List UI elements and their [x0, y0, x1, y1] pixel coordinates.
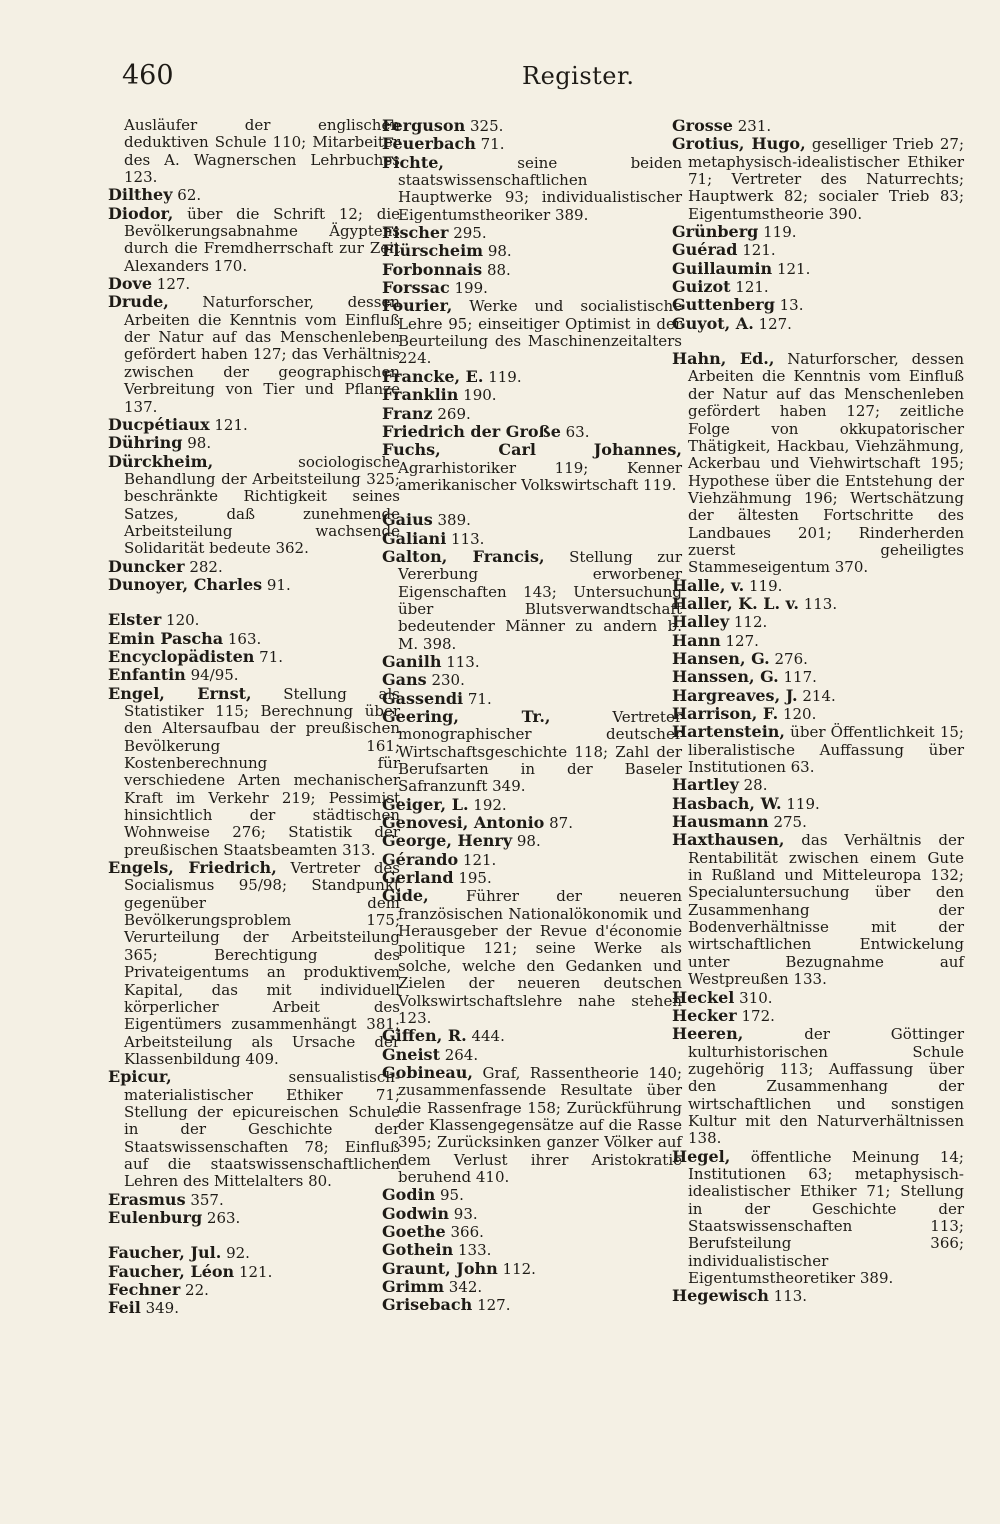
entry-text: 121.: [737, 241, 776, 260]
letter-section-gap: [108, 1227, 400, 1244]
entry-headword: Fischer: [382, 223, 449, 243]
entry-text: 214.: [797, 686, 836, 705]
letter-section-gap: [382, 494, 682, 511]
entry-headword: Francke, E.: [382, 366, 484, 386]
index-column-2: [382, 117, 682, 1315]
index-entry: [108, 685, 400, 859]
index-entry: [382, 386, 682, 404]
entry-text: über die Schrift 12; die Bevölkerungsabnahme Ägyptens durch die Fremdherrschaft zur Zeit Alexanders 170.: [124, 204, 400, 275]
entry-headword: Hargreaves, J.: [672, 685, 798, 705]
index-entry: [108, 1281, 400, 1299]
entry-headword: Elster: [108, 610, 162, 630]
index-entry: [672, 650, 964, 668]
index-entry: [108, 1191, 400, 1209]
entry-headword: Faucher, Léon: [108, 1261, 235, 1281]
index-entry: [382, 279, 682, 297]
entry-text: Stellung als Statistiker 115; Berechnung über den Altersaufbau der preußischen Bevölkerung 161; Kostenberechnung für verschiedene Arten mechanischer Kraft im Verkehr 219; Pessimist hinsichtlich der städtischen Wohnweise 276; Statistik der preußischen Staatsbeamten 313.: [124, 684, 400, 859]
entry-text: geselliger Trieb 27; metaphysisch-idealistischer Ethiker 71; Vertreter des Naturrechts; Hauptwerk 82; socialer Trieb 83; Eigentumstheorie 390.: [688, 135, 964, 223]
entry-text: 195.: [453, 869, 492, 888]
index-entry: [672, 723, 964, 776]
entry-text: 366.: [445, 1222, 484, 1241]
entry-headword: Galton, Francis,: [382, 546, 545, 566]
entry-text: 121.: [234, 1262, 273, 1281]
entry-headword: Dove: [108, 274, 153, 294]
entry-text: 71.: [475, 135, 505, 154]
index-entry: [672, 776, 964, 794]
entry-text: 119.: [483, 367, 522, 386]
entry-headword: Faucher, Jul.: [108, 1243, 222, 1263]
index-entry-continuation: [108, 117, 400, 186]
entry-headword: Hann: [672, 630, 721, 650]
entry-text: 98.: [483, 242, 512, 261]
index-entry: [672, 135, 964, 223]
entry-text: Naturforscher, dessen Arbeiten die Kenntnis vom Einfluß der Natur auf das Menschenleben gefördert haben 127; das Verhältnis zwischen der geographischen Verbreitung von Tier und Pflanze 137.: [124, 293, 400, 416]
index-entry: [672, 117, 964, 135]
index-entry: [382, 261, 682, 279]
entry-headword: Gide,: [382, 886, 429, 906]
index-entry: [672, 223, 964, 241]
letter-section-gap: [108, 594, 400, 611]
entry-headword: Grimm: [382, 1277, 445, 1296]
entry-text: 389.: [432, 511, 471, 530]
index-entry: [382, 1205, 682, 1223]
entry-headword: Hartley: [672, 775, 739, 795]
index-entry: [672, 613, 964, 631]
entry-headword: Forssac: [382, 278, 450, 298]
entry-text: 13.: [774, 296, 804, 315]
entry-text: 121.: [209, 415, 248, 434]
entry-text: 127.: [472, 1296, 511, 1315]
entry-text: 93.: [449, 1204, 478, 1223]
entry-text: 119.: [781, 794, 820, 813]
entry-text: 127.: [720, 631, 759, 650]
entry-headword: Guyot, A.: [672, 313, 754, 333]
index-entry: [108, 648, 400, 666]
index-entry: [108, 576, 400, 594]
entry-text: das Verhältnis der Rentabilität zwischen einem Gute in Rußland und Mitteleuropa 132; Specialuntersuchung über den Zusammenhang der Bodenverhältnisse mit der wirtschaftlichen Entwickelung unter Bezugnahme auf Westpreußen 133.: [688, 831, 964, 989]
index-entry: [672, 350, 964, 576]
entry-headword: Hegel,: [672, 1146, 731, 1166]
index-entry: [672, 595, 964, 613]
entry-text: 121.: [772, 259, 811, 278]
entry-text: 172.: [736, 1006, 775, 1025]
entry-headword: Genovesi, Antonio: [382, 813, 545, 833]
entry-text: Führer der neueren französischen Nationalökonomik und Herausgeber der Revue d'économie politique 121; seine Werke als solche, welche den Gedanken und Zielen der neueren deutschen Volkswirtschaftslehre nahe stehen 123.: [398, 887, 682, 1027]
entry-text: öffentliche Meinung 14; Institutionen 63; metaphysisch-idealistischer Ethiker 71; Stellung in der Geschichte der Staatswissenschaften 113; Berufsteilung 366; individualistischer Eigentumstheoretiker 389.: [688, 1147, 964, 1287]
entry-headword: Hegewisch: [672, 1286, 769, 1306]
index-entry: [382, 1027, 682, 1045]
index-entry: [672, 1025, 964, 1147]
entry-headword: Halley: [672, 612, 730, 632]
entry-text: 120.: [161, 611, 200, 630]
index-entry: [108, 1263, 400, 1281]
index-entry: [672, 705, 964, 723]
entry-headword: Gothein: [382, 1240, 454, 1260]
entry-headword: Dürckheim,: [108, 451, 214, 471]
entry-headword: Hasbach, W.: [672, 793, 782, 813]
entry-headword: Ferguson: [382, 116, 466, 135]
entry-text: Naturforscher, dessen Arbeiten die Kenntnis vom Einfluß der Natur auf das Menschenleben gefördert haben 127; zeitliche Folge von okkupatorischer Thätigkeit, Hackbau, Viehzähmung, Ackerbau und Viehwirtschaft 195; Hypothese über die Entstehung der Viehzähmung 196; Wertschätzung der ältesten Fortschritte des Landbaues 201; Rinderherden zuerst geheiligtes Stammeseigentum 370.: [688, 350, 964, 577]
entry-headword: Halle, v.: [672, 575, 745, 595]
entry-text: 63.: [560, 422, 590, 441]
entry-text: 88.: [482, 260, 511, 279]
index-entry: [382, 1064, 682, 1186]
entry-headword: Giffen, R.: [382, 1026, 467, 1046]
entry-headword: Enfantin: [108, 665, 186, 685]
entry-headword: Grisebach: [382, 1295, 473, 1315]
index-entry: [382, 441, 682, 494]
entry-headword: Hausmann: [672, 812, 769, 832]
entry-text: Werke und socialistische Lehre 95; einseitiger Optimist in der Beurteilung des Maschinenzeitalters 224.: [398, 297, 682, 368]
index-entry: [382, 653, 682, 671]
entry-headword: Fechner: [108, 1280, 181, 1299]
entry-headword: Hansen, G.: [672, 648, 770, 668]
entry-headword: Dilthey: [108, 185, 173, 205]
index-entry: [108, 205, 400, 275]
entry-text: 357.: [185, 1190, 224, 1209]
entry-headword: Heeren,: [672, 1024, 744, 1044]
entry-text: sociologische Behandlung der Arbeitsteilung 325; beschränkte Richtigkeit seines Satzes, daß zunehmende Arbeitsteilung wachsende Solidarität bedeute 362.: [124, 452, 400, 558]
entry-headword: Engels, Friedrich,: [108, 858, 277, 878]
entry-text: 163.: [223, 629, 262, 648]
index-entry: [382, 368, 682, 386]
entry-headword: Feuerbach: [382, 134, 476, 154]
entry-headword: Geering, Tr.,: [382, 707, 551, 726]
index-column-1: [108, 117, 400, 1318]
entry-headword: Haxthausen,: [672, 830, 785, 850]
entry-text: 310.: [734, 988, 773, 1007]
index-entry: [108, 666, 400, 684]
entry-headword: Gneist: [382, 1044, 440, 1064]
index-entry: [382, 1260, 682, 1278]
entry-headword: Flürscheim: [382, 241, 484, 261]
entry-headword: Grosse: [672, 116, 733, 135]
entry-text: 133.: [453, 1241, 492, 1260]
entry-headword: Harrison, F.: [672, 704, 779, 723]
entry-text: Agrarhistoriker 119; Kenner amerikanischer Volkswirtschaft 119.: [398, 458, 682, 494]
entry-text: 71.: [463, 689, 492, 708]
page-number: 460: [122, 60, 174, 91]
entry-text: 190.: [458, 386, 497, 405]
entry-text: 121.: [458, 850, 497, 869]
entry-headword: Fuchs, Carl Johannes,: [382, 440, 682, 460]
entry-headword: Franklin: [382, 385, 459, 405]
entry-text: Graf, Rassentheorie 140; zusammenfassende Resultate über die Rassenfrage 158; Zurückführung der Klassengegensätze auf die Rasse 395; Zurücksinken ganzer Völker auf dem Verlust ihrer Aristokratie beruhend 410.: [398, 1063, 682, 1186]
entry-headword: Eulenburg: [108, 1207, 203, 1227]
index-entry: [672, 241, 964, 259]
entry-text: sensualistisch-materialistischer Ethiker 71; Stellung der epicureischen Schule in der Geschichte der Staatswissenschaften 78; Einfluß auf die staatswissenschaftlichen Lehren des Mittelalters 80.: [124, 1068, 400, 1191]
entry-headword: Fourier,: [382, 296, 453, 316]
entry-text: 113.: [798, 594, 838, 613]
index-entry: [108, 558, 400, 576]
index-entry: [108, 1299, 400, 1317]
entry-headword: Graunt, John: [382, 1258, 498, 1278]
entry-text: 275.: [768, 813, 807, 832]
entry-headword: Hanssen, G.: [672, 667, 779, 687]
entry-headword: Gerland: [382, 868, 454, 888]
index-entry: [672, 315, 964, 333]
index-entry: [382, 242, 682, 260]
entry-headword: Emin Pascha: [108, 628, 224, 648]
entry-text: 264.: [439, 1045, 479, 1064]
entry-headword: Diodor,: [108, 203, 174, 223]
entry-text: 325.: [465, 117, 504, 135]
entry-text: 71.: [254, 647, 284, 666]
entry-text: Vertreter des Socialismus 95/98; Standpunkt gegenüber dem Bevölkerungsproblem 175; Verurteilung der Arbeitsteilung 365; Berechtigung des Privateigentums an produktivem Kapital, das mit individuell körperlicher Arbeit des Eigentümers zusammenhängt 381; Arbeitsteilung als Ursache der Klassenbildung 409.: [124, 859, 400, 1068]
index-entry: [382, 1296, 682, 1314]
entry-text: 117.: [778, 668, 817, 687]
entry-text: 119.: [744, 576, 783, 595]
index-entry: [672, 260, 964, 278]
index-entry: [672, 668, 964, 686]
entry-text: 62.: [172, 186, 202, 205]
entry-headword: Galiani: [382, 528, 447, 548]
index-entry: [382, 511, 682, 529]
index-entry: [382, 1046, 682, 1064]
entry-text: 28.: [738, 776, 768, 795]
entry-text: über Öffentlichkeit 15; liberalistische Auffassung über Institutionen 63.: [688, 723, 964, 777]
index-entry: [108, 859, 400, 1068]
entry-text: 112.: [729, 613, 768, 632]
entry-text: 295.: [448, 224, 487, 243]
entry-text: 91.: [262, 575, 291, 594]
entry-headword: Franz: [382, 403, 433, 423]
entry-text: 231.: [732, 117, 772, 135]
entry-headword: Gassendi: [382, 688, 464, 708]
entry-text: 22.: [180, 1281, 209, 1299]
entry-text: 119.: [758, 223, 797, 242]
entry-text: 87.: [544, 814, 573, 833]
index-entry: [382, 154, 682, 224]
entry-text: 113.: [768, 1287, 808, 1306]
index-column-3: [672, 117, 964, 1306]
index-entry: [672, 831, 964, 988]
entry-text: 98.: [512, 832, 541, 851]
entry-headword: Gans: [382, 670, 427, 690]
entry-headword: Duncker: [108, 556, 185, 576]
index-entry: [382, 297, 682, 367]
index-entry: [382, 671, 682, 689]
index-entry: [108, 630, 400, 648]
entry-headword: Guérad: [672, 240, 738, 260]
index-entry: [672, 813, 964, 831]
entry-headword: Goethe: [382, 1221, 446, 1241]
entry-text: 94/95.: [185, 666, 239, 685]
entry-text: 113.: [441, 652, 480, 671]
index-entry: [672, 296, 964, 314]
index-entry: [382, 1186, 682, 1204]
letter-section-gap: [672, 333, 964, 350]
entry-headword: Godin: [382, 1185, 436, 1205]
entry-headword: Friedrich der Große: [382, 421, 561, 441]
entry-text: 342.: [444, 1278, 483, 1296]
index-entry: [382, 423, 682, 441]
entry-text: 199.: [449, 279, 488, 298]
entry-headword: Ganilh: [382, 651, 442, 671]
index-entry: [672, 632, 964, 650]
index-entry: [108, 611, 400, 629]
index-entry: [108, 434, 400, 452]
page-title: Register.: [522, 62, 635, 90]
entry-headword: Epicur,: [108, 1067, 172, 1087]
index-entry: [108, 1244, 400, 1262]
index-entry: [382, 814, 682, 832]
entry-headword: Engel, Ernst,: [108, 683, 252, 703]
index-entry: [672, 1148, 964, 1288]
entry-headword: Gaius: [382, 510, 433, 530]
index-entry: [382, 1241, 682, 1259]
index-entry: [382, 851, 682, 869]
index-entry: [382, 832, 682, 850]
entry-headword: Hecker: [672, 1005, 737, 1025]
entry-headword: Erasmus: [108, 1189, 186, 1209]
entry-text: 127.: [753, 314, 792, 333]
entry-headword: Dunoyer, Charles: [108, 574, 263, 594]
index-entry: [382, 708, 682, 796]
index-entry: [382, 1278, 682, 1296]
page-header: [122, 60, 635, 94]
index-entry: [382, 224, 682, 242]
index-entry: [108, 275, 400, 293]
entry-text: seine beiden staatswissenschaftlichen Hauptwerke 93; individualistischer Eigentumstheoriker 389.: [398, 153, 682, 224]
index-entry: [672, 577, 964, 595]
index-entry: [108, 186, 400, 204]
entry-headword: Heckel: [672, 987, 735, 1007]
entry-text: 95.: [435, 1186, 464, 1205]
index-entry: [672, 1287, 964, 1305]
entry-text: 98.: [182, 434, 212, 453]
entry-headword: Dühring: [108, 433, 183, 453]
entry-text: 192.: [468, 795, 507, 814]
entry-text: 349.: [140, 1299, 179, 1318]
entry-text: 263.: [202, 1208, 241, 1227]
entry-text: 444.: [466, 1027, 505, 1046]
index-entry: [672, 278, 964, 296]
index-entry: [382, 1223, 682, 1241]
entry-headword: Grotius, Hugo,: [672, 134, 806, 154]
index-entry: [108, 293, 400, 415]
entry-text: 282.: [184, 557, 223, 576]
entry-text: 269.: [432, 404, 471, 423]
index-entry: [382, 548, 682, 653]
entry-headword: Guizot: [672, 277, 731, 297]
entry-headword: Hahn, Ed.,: [672, 349, 775, 369]
entry-headword: Grünberg: [672, 222, 759, 242]
entry-text: 276.: [769, 649, 808, 668]
index-entry: [672, 687, 964, 705]
entry-headword: George, Henry: [382, 831, 513, 851]
index-entry: [382, 530, 682, 548]
entry-headword: Gérando: [382, 849, 459, 869]
entry-text: Ausläufer der englischen deduktiven Schule 110; Mitarbeiter des A. Wagnerschen Lehrbuches 123.: [124, 116, 400, 187]
index-entry: [108, 453, 400, 558]
index-entry: [672, 1007, 964, 1025]
entry-text: 121.: [730, 278, 769, 297]
entry-headword: Fichte,: [382, 152, 444, 172]
entry-text: Stellung zur Vererbung erworbener Eigenschaften 143; Untersuchung über Blutsverwandtschaft bedeutender Männer zu andern b. M. 398.: [398, 547, 682, 653]
entry-headword: Haller, K. L. v.: [672, 593, 799, 613]
entry-headword: Gobineau,: [382, 1062, 473, 1082]
entry-text: 120.: [778, 705, 817, 723]
index-entry: [382, 117, 682, 135]
entry-headword: Guttenberg: [672, 295, 775, 315]
entry-headword: Hartenstein,: [672, 722, 785, 742]
entry-text: 230.: [426, 671, 465, 690]
entry-headword: Feil: [108, 1298, 141, 1318]
entry-headword: Ducpétiaux: [108, 414, 210, 434]
index-entry: [382, 405, 682, 423]
entry-text: 127.: [152, 275, 191, 294]
entry-text: 113.: [446, 529, 485, 548]
entry-headword: Forbonnais: [382, 259, 483, 279]
index-entry: [382, 887, 682, 1027]
entry-text: 92.: [221, 1244, 250, 1263]
index-entry: [382, 796, 682, 814]
index-entry: [108, 1209, 400, 1227]
entry-text: 112.: [497, 1259, 536, 1278]
entry-headword: Drude,: [108, 292, 169, 312]
index-entry: [382, 135, 682, 153]
entry-text: der Göttinger kulturhistorischen Schule zugehörig 113; Auffassung über den Zusammenhang der wirtschaftlichen und sonstigen Kultur mit den Naturverhältnissen 138.: [688, 1025, 964, 1148]
entry-headword: Guillaumin: [672, 258, 773, 278]
index-entry: [672, 795, 964, 813]
entry-text: Vertreter monographischer deutscher Wirtschaftsgeschichte 118; Zahl der Berufsarten in der Baseler Safranzunft 349.: [398, 708, 682, 796]
entry-headword: Godwin: [382, 1203, 450, 1223]
index-entry: [108, 416, 400, 434]
index-entry: [672, 989, 964, 1007]
index-entry: [382, 690, 682, 708]
index-entry: [382, 869, 682, 887]
entry-headword: Geiger, L.: [382, 794, 469, 814]
index-entry: [108, 1068, 400, 1190]
entry-headword: Encyclopädisten: [108, 646, 255, 666]
